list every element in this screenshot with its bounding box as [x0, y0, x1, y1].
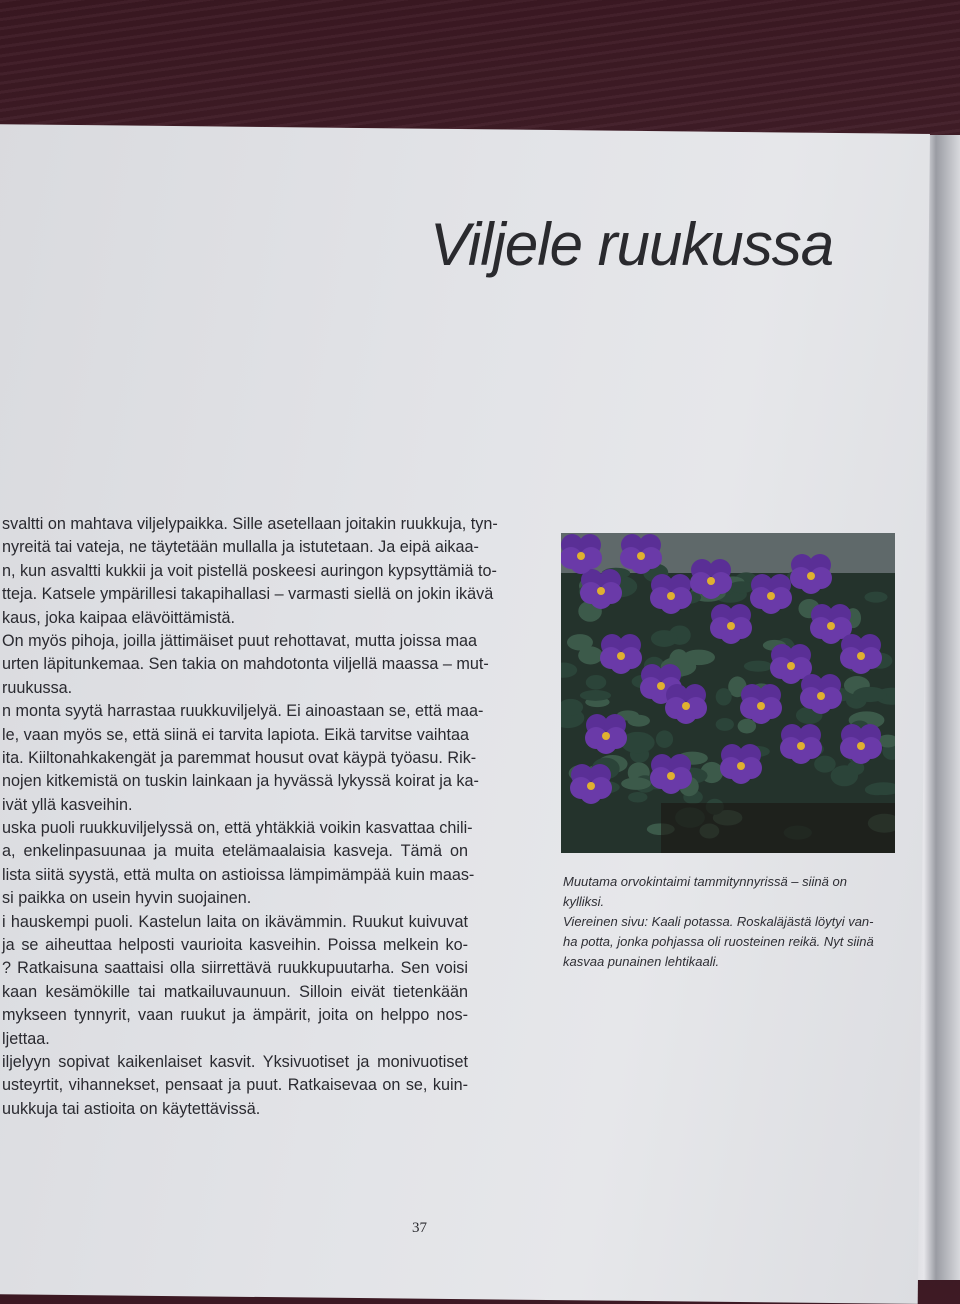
body-line: tteja. Katsele ympärillesi takapihallasi – varmasti siellä on jokin ikävä [2, 585, 494, 604]
leaf [683, 650, 715, 666]
leaf [628, 792, 647, 802]
caption-line: kasvaa punainen lehtikaali. [563, 954, 720, 969]
leaf [744, 661, 773, 672]
body-line: svaltti on mahtava viljelypaikka. Sille asetellaan joitakin ruukkuja, tyn- [2, 515, 498, 533]
body-line: le, vaan myös se, että siinä ei tarvita lapiota. Eikä tarvitse vaihtaa [2, 725, 469, 744]
body-line: n monta syytä harrastaa ruukkuviljelyä. Ei ainoastaan se, että maa- [2, 702, 484, 721]
body-text [2, 513, 498, 1121]
leaf [621, 777, 651, 789]
body-line: n, kun asvaltti kukkii ja voit pistellä poskeesi auringon kypsyttämiä to- [2, 561, 497, 580]
leaf [864, 592, 887, 603]
body-line: kaan kesämökille tai matkailuvaunuun. Silloin eivät tietenkään [2, 982, 468, 1001]
leaf [651, 630, 677, 647]
page-title: Viljele ruukussa [430, 211, 834, 278]
body-line: si paikka on usein hyvin suojainen. [2, 889, 252, 908]
leaf [853, 687, 886, 702]
body-line: mykseen tynnyrit, vaan ruukut ja ämpärit, joita on helppo nos- [2, 1006, 468, 1025]
leaf [656, 730, 673, 748]
leaf [831, 765, 858, 786]
body-line: ja se aiheuttaa helposti vaurioita kasveihin. Poissa melkein ko- [2, 936, 468, 955]
leaf [567, 634, 593, 650]
body-line: urten läpitunkemaa. Sen takia on mahdotonta viljellä maassa – mut- [2, 655, 489, 674]
body-line: ruukussa. [2, 678, 73, 697]
violets-photo [561, 533, 895, 853]
body-line: nyreitä tai vateja, ne täytetään mullalla ja istutetaan. Ja eipä aikaa- [2, 538, 479, 557]
leaf [716, 718, 734, 731]
page-number: 37 [412, 1220, 427, 1236]
leaf [586, 675, 606, 690]
caption-line: Viereinen sivu: Kaali potassa. Roskaläjästä löytyi van- [563, 914, 874, 929]
body-line: uska puoli ruukkuviljelyssä on, että yhtäkkiä voikin kasvattaa chili- [2, 819, 473, 838]
leaf [716, 688, 732, 705]
body-line: ljettaa. [2, 1029, 50, 1048]
body-line: ivät yllä kasveihin. [2, 795, 133, 814]
photo-caption [563, 872, 903, 972]
body-line: i hauskempi puoli. Kastelun laita on ikävämmin. Ruukut kuivuvat [2, 912, 468, 931]
caption-line: kylliksi. [563, 894, 605, 909]
caption-line: ha potta, jonka pohjassa oli ruosteinen reikä. Nyt siinä [563, 934, 874, 949]
leaf [738, 719, 756, 734]
body-line: a, enkelinpasuunaa ja muita etelämaalaisia kasveja. Tämä on [2, 842, 468, 861]
leaf [580, 690, 611, 701]
body-line: uukkuja tai astioita on käytettävissä. [2, 1099, 261, 1118]
leaf [814, 756, 836, 773]
body-line: ? Ratkaisuna saattaisi olla siirrettävä ruukkupuutarha. Sen voisi [2, 959, 468, 978]
body-line: kaus, joka kaipaa elävöittämistä. [2, 608, 236, 627]
body-line: iljelyyn sopivat kaikenlaiset kasvit. Yksivuotiset ja monivuotiset [2, 1052, 468, 1071]
violets-image [561, 533, 895, 853]
body-line: lista siitä syystä, että multa on astioissa lämpimämpää kuin maas- [2, 865, 475, 884]
body-line: On myös pihoja, joilla jättimäiset puut rehottavat, mutta joissa maa [2, 631, 478, 650]
caption-line: Muutama orvokintaimi tammitynnyrissä – siinä on [563, 874, 847, 889]
body-line: ita. Kiiltonahkakengät ja paremmat housut ovat käypä työasu. Rik- [2, 748, 477, 767]
body-line: nojen kitkemistä on tuskin lainkaan ja hyvässä lykyssä koirat ja ka- [2, 772, 479, 791]
leaf [729, 581, 754, 593]
body-line: usteyrtit, vihannekset, pensaat ja puut. Ratkaisevaa on se, kuin- [2, 1076, 468, 1095]
